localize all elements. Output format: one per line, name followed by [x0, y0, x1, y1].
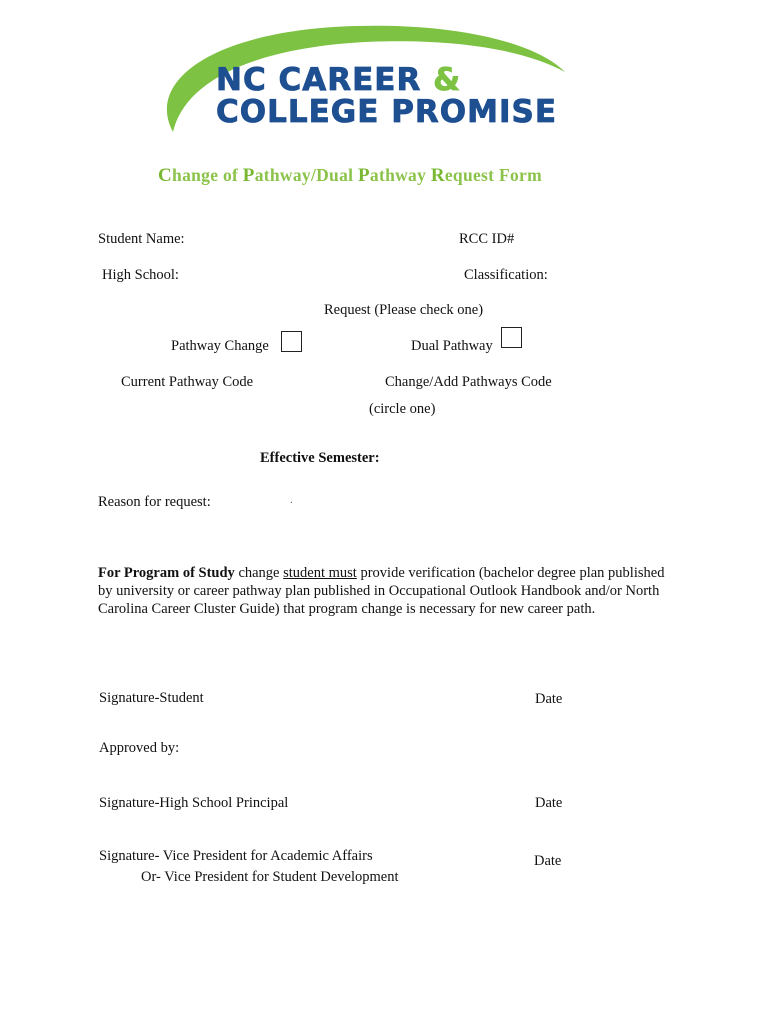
student-name-label: Student Name:	[98, 231, 185, 247]
signature-principal-label: Signature-High School Principal	[99, 795, 289, 811]
signature-vp-academic-label: Signature- Vice President for Academic Affairs	[99, 848, 373, 864]
logo-line-2: COLLEGE PROMISE	[216, 94, 558, 130]
high-school-label: High School:	[102, 267, 179, 283]
reason-dot: .	[290, 494, 293, 506]
logo-ampersand: &	[433, 62, 462, 98]
dual-pathway-label: Dual Pathway	[411, 338, 493, 354]
rcc-id-label: RCC ID#	[459, 231, 515, 247]
approved-by-label: Approved by:	[99, 740, 180, 756]
change-add-code-label: Change/Add Pathways Code	[385, 374, 552, 390]
current-pathway-code-label: Current Pathway Code	[121, 374, 254, 390]
dual-pathway-checkbox[interactable]	[501, 327, 522, 348]
date-student-label: Date	[535, 691, 563, 707]
signature-vp-student-label: Or- Vice President for Student Development	[141, 869, 399, 885]
logo-line-1: NC CAREER &	[216, 62, 462, 98]
date-vp-label: Date	[534, 853, 562, 869]
classification-label: Classification:	[464, 267, 548, 283]
signature-student-label: Signature-Student	[99, 690, 204, 706]
effective-semester-label: Effective Semester:	[260, 450, 380, 466]
circle-one-note: (circle one)	[369, 401, 436, 417]
request-prompt: Request (Please check one)	[324, 302, 484, 318]
pathway-change-label: Pathway Change	[171, 338, 269, 354]
verification-paragraph: For Program of Study change student must provide verification (bachelor degree plan published by university or career pathway plan published in Occupational Outlook Handbook and/or North Carolina Career Cluster Guide) that program change is necessary for new career path.	[98, 565, 665, 617]
pathway-change-checkbox[interactable]	[281, 331, 302, 352]
reason-label: Reason for request:	[98, 494, 211, 510]
verification-lead: For Program of Study	[98, 565, 235, 581]
verification-underline: student must	[283, 565, 357, 581]
form-title: Change of Pathway/Dual Pathway Request Form	[158, 165, 542, 186]
date-principal-label: Date	[535, 795, 563, 811]
